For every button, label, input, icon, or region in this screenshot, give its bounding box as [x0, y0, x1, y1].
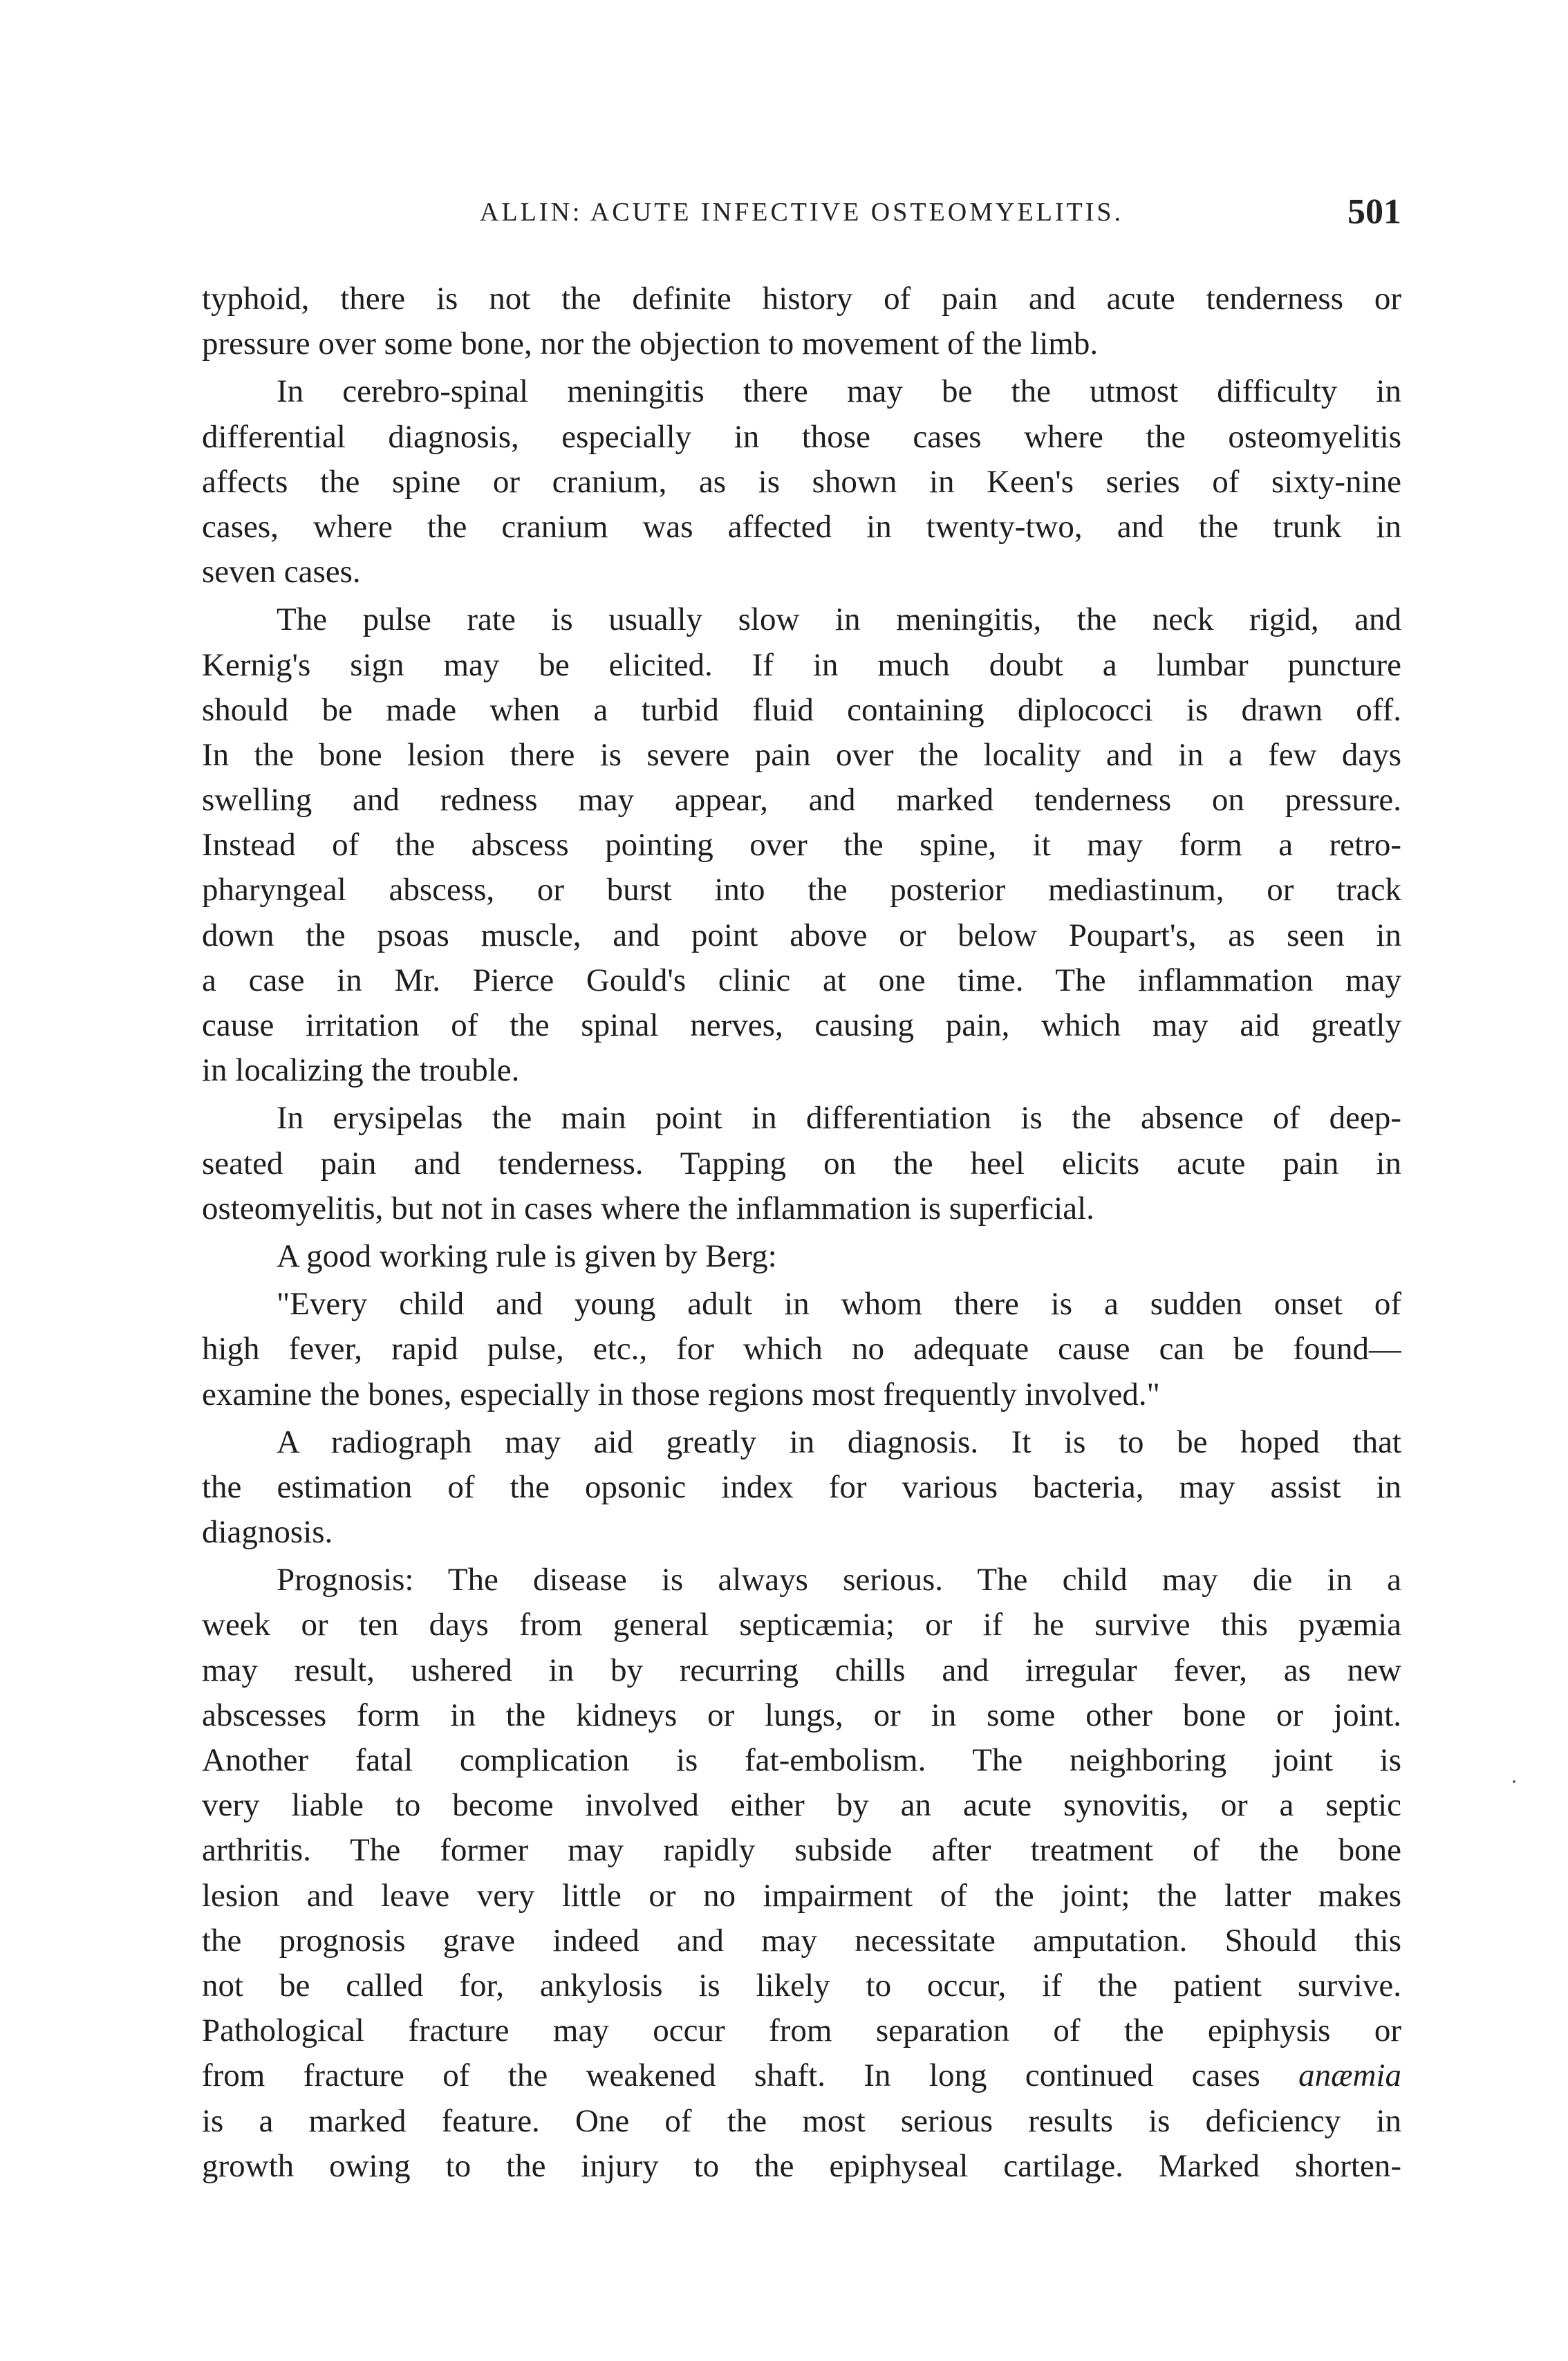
quotation-line: high fever, rapid pulse, etc., for which no adequate cause can be found—: [202, 1331, 1401, 1368]
text-line: pressure over some bone, nor the objection to movement of the limb.: [202, 326, 1099, 362]
italic-term-anaemia: anæmia: [1298, 2057, 1401, 2094]
body-text: [202, 277, 1401, 2189]
text-line: is a marked feature. One of the most serious results is deficiency in: [202, 2102, 1401, 2139]
page-number: 501: [1347, 192, 1401, 232]
text-line: may result, ushered in by recurring chills and irregular fever, as new: [202, 1652, 1401, 1688]
text-line: lesion and leave very little or no impairment of the joint; the latter makes: [202, 1877, 1401, 1914]
text-line: seated pain and tenderness. Tapping on the heel elicits acute pain in: [202, 1145, 1401, 1182]
text-line: very liable to become involved either by an acute synovitis, or a septic: [202, 1787, 1401, 1824]
text-line: [202, 2053, 1401, 2098]
text-line: in localizing the trouble.: [202, 1052, 520, 1089]
text-line: seven cases.: [202, 554, 361, 590]
paragraph-start-line: Prognosis: The disease is always serious. The child may die in a: [277, 1562, 1401, 1598]
text-line: affects the spine or cranium, as is shown in Keen's series of sixty-nine: [202, 463, 1401, 500]
text-line: abscesses form in the kidneys or lungs, or in some other bone or joint.: [202, 1697, 1401, 1733]
text-line: Instead of the abscess pointing over the spine, it may form a retro-: [202, 827, 1401, 864]
text-line: the prognosis grave indeed and may necessitate amputation. Should this: [202, 1922, 1401, 1959]
text-line: typhoid, there is not the definite history of pain and acute tenderness or: [202, 281, 1401, 317]
text-line: down the psoas muscle, and point above or below Poupart's, as seen in: [202, 917, 1401, 953]
text-line: diagnosis.: [202, 1514, 333, 1551]
text-line: growth owing to the injury to the epiphyseal cartilage. Marked shorten-: [202, 2147, 1401, 2184]
scan-speck: [1513, 1780, 1515, 1783]
text-line: a case in Mr. Pierce Gould's clinic at one time. The inflammation may: [202, 962, 1401, 998]
paragraph-start-line: In cerebro-spinal meningitis there may be the utmost difficulty in: [277, 373, 1401, 410]
running-head: [202, 192, 1401, 240]
quotation-start-line: "Every child and young adult in whom there is a sudden onset of: [277, 1286, 1401, 1323]
text-line: In the bone lesion there is severe pain over the locality and in a few days: [202, 736, 1401, 773]
text-line-segment: from fracture of the weakened shaft. In long continued cases: [202, 2057, 1260, 2094]
text-line: not be called for, ankylosis is likely to occur, if the patient survive.: [202, 1967, 1401, 2004]
text-line: differential diagnosis, especially in those cases where the osteomyelitis: [202, 418, 1401, 455]
text-line: pharyngeal abscess, or burst into the posterior mediastinum, or track: [202, 872, 1401, 908]
text-line: cases, where the cranium was affected in twenty-two, and the trunk in: [202, 508, 1401, 545]
text-line: Another fatal complication is fat-embolism. The neighboring joint is: [202, 1742, 1401, 1778]
paragraph-start-line: In erysipelas the main point in differentiation is the absence of deep-: [277, 1100, 1401, 1137]
text-line: cause irritation of the spinal nerves, causing pain, which may aid greatly: [202, 1007, 1401, 1043]
text-line: arthritis. The former may rapidly subside after treatment of the bone: [202, 1832, 1401, 1869]
paragraph-start-line: A radiograph may aid greatly in diagnosis. It is to be hoped that: [277, 1424, 1401, 1460]
text-line: osteomyelitis, but not in cases where the inflammation is superficial.: [202, 1190, 1094, 1226]
text-line: Pathological fracture may occur from separation of the epiphysis or: [202, 2013, 1401, 2049]
text-line: should be made when a turbid fluid containing diplococci is drawn off.: [202, 691, 1401, 728]
text-line: swelling and redness may appear, and marked tenderness on pressure.: [202, 782, 1401, 819]
text-line: the estimation of the opsonic index for various bacteria, may assist in: [202, 1468, 1401, 1505]
paragraph-start-line: The pulse rate is usually slow in meningitis, the neck rigid, and: [277, 601, 1401, 638]
text-line: week or ten days from general septicæmia; or if he survive this pyæmia: [202, 1607, 1401, 1643]
quotation-line: examine the bones, especially in those regions most frequently involved.": [202, 1376, 1160, 1412]
running-title: ALLIN: ACUTE INFECTIVE OSTEOMYELITIS.: [479, 198, 1124, 227]
paragraph-start-line: A good working rule is given by Berg:: [277, 1238, 777, 1274]
text-line: Kernig's sign may be elicited. If in much doubt a lumbar puncture: [202, 646, 1401, 683]
